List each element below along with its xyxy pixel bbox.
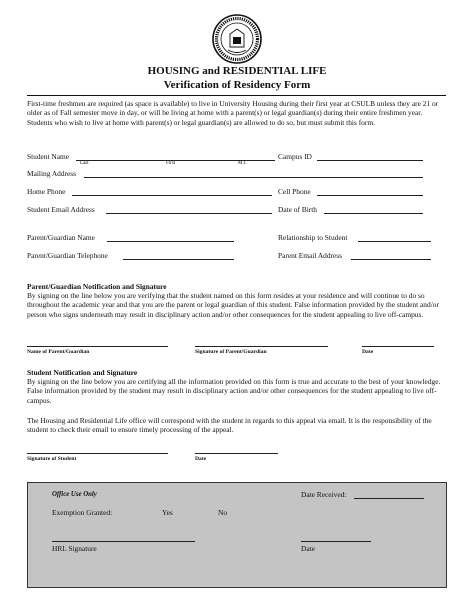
form-subtitle: Verification of Residency Form xyxy=(163,79,311,91)
student-section-text: By signing on the line below you are certifying all the information provided on this form is true and accurate to the best of your knowledge. False information provided by the student may result in disciplinary action and/or other consequences for the student appealing to live off-campus. xyxy=(27,377,441,405)
cell-phone-label: Cell Phone xyxy=(278,187,311,196)
student-name-label: Student Name xyxy=(27,152,70,161)
correspondence-text: The Housing and Residential Life office will correspond with the student in regards to this appeal via email. It is the responsibility of the student to check their email to ensure timely processing of the appeal. xyxy=(27,416,432,435)
guardian-phone-label: Parent/Guardian Telephone xyxy=(27,251,108,260)
student-signature-caption: Signature of Student xyxy=(27,456,77,462)
parent-email-field[interactable] xyxy=(351,259,431,260)
mailing-address-label: Mailing Address xyxy=(27,169,77,178)
guardian-signature-line[interactable] xyxy=(195,346,328,347)
guardian-name-label: Parent/Guardian Name xyxy=(27,233,95,242)
guardian-section-text: By signing on the line below you are verifying that the student named on this form resides at your residence and will continue to do so throughout the academic year and that you are the parent or legal guardian of this student. False information provided by the student and/or person who signs underneath may result in disciplinary action and/or other consequences for the student appealing to live off-campus. xyxy=(27,291,439,319)
hrl-date-line[interactable] xyxy=(301,541,371,542)
mailing-address-field[interactable] xyxy=(84,177,423,178)
guardian-phone-field[interactable] xyxy=(123,259,234,260)
relationship-label: Relationship to Student xyxy=(278,233,348,242)
first-sublabel: First xyxy=(166,161,176,166)
cell-phone-field[interactable] xyxy=(317,195,423,196)
hrl-signature-line[interactable] xyxy=(52,541,195,542)
student-section-heading: Student Notification and Signature xyxy=(27,368,138,377)
university-seal-icon xyxy=(212,14,262,64)
guardian-name-caption: Name of Parent/Guardian xyxy=(27,349,90,355)
home-phone-label: Home Phone xyxy=(27,187,66,196)
relationship-field[interactable] xyxy=(358,241,431,242)
student-date-caption: Date xyxy=(195,456,207,462)
guardian-date-caption: Date xyxy=(362,349,374,355)
student-date-line[interactable] xyxy=(195,453,278,454)
campus-id-field[interactable] xyxy=(317,160,423,161)
student-signature-line[interactable] xyxy=(27,453,168,454)
campus-id-label: Campus ID xyxy=(278,152,312,161)
form-title: HOUSING and RESIDENTIAL LIFE xyxy=(147,65,327,77)
home-phone-field[interactable] xyxy=(72,195,272,196)
guardian-section-heading: Parent/Guardian Notification and Signature xyxy=(27,282,167,291)
student-email-field[interactable] xyxy=(106,213,272,214)
office-use-label: Office Use Only xyxy=(52,491,97,498)
hrl-signature-label: HRL Signature xyxy=(52,544,97,553)
student-email-label: Student Email Address xyxy=(27,205,95,214)
last-sublabel: Last xyxy=(80,161,89,166)
exemption-granted-label: Exemption Granted: xyxy=(52,508,113,517)
title-rule xyxy=(27,95,446,96)
guardian-name-field[interactable] xyxy=(107,241,234,242)
parent-email-label: Parent Email Address xyxy=(278,251,343,260)
date-received-label: Date Received: xyxy=(301,490,347,499)
date-of-birth-field[interactable] xyxy=(324,213,423,214)
date-of-birth-label: Date of Birth xyxy=(278,205,317,214)
office-use-box xyxy=(27,482,447,588)
hrl-date-label: Date xyxy=(301,544,315,553)
guardian-signature-caption: Signature of Parent/Guardian xyxy=(195,349,267,355)
date-received-field[interactable] xyxy=(354,498,424,499)
intro-paragraph: First-time freshmen are required (as space is available) to live in University Housing during their first year at CSULB unless they are 21 or older as of Fall semester move in day, or will be living at home with a parent(s) or legal guardian(s) during their entire freshmen year. Students who wish to live at home with parent(s) or legal guardian(s) are allowed to do so, but must submit this form. xyxy=(27,99,439,127)
exemption-no-option[interactable]: No xyxy=(218,508,228,517)
mi-sublabel: M.I. xyxy=(238,161,247,166)
guardian-name-signature-line[interactable] xyxy=(27,346,168,347)
guardian-date-line[interactable] xyxy=(362,346,434,347)
exemption-yes-option[interactable]: Yes xyxy=(162,508,173,517)
